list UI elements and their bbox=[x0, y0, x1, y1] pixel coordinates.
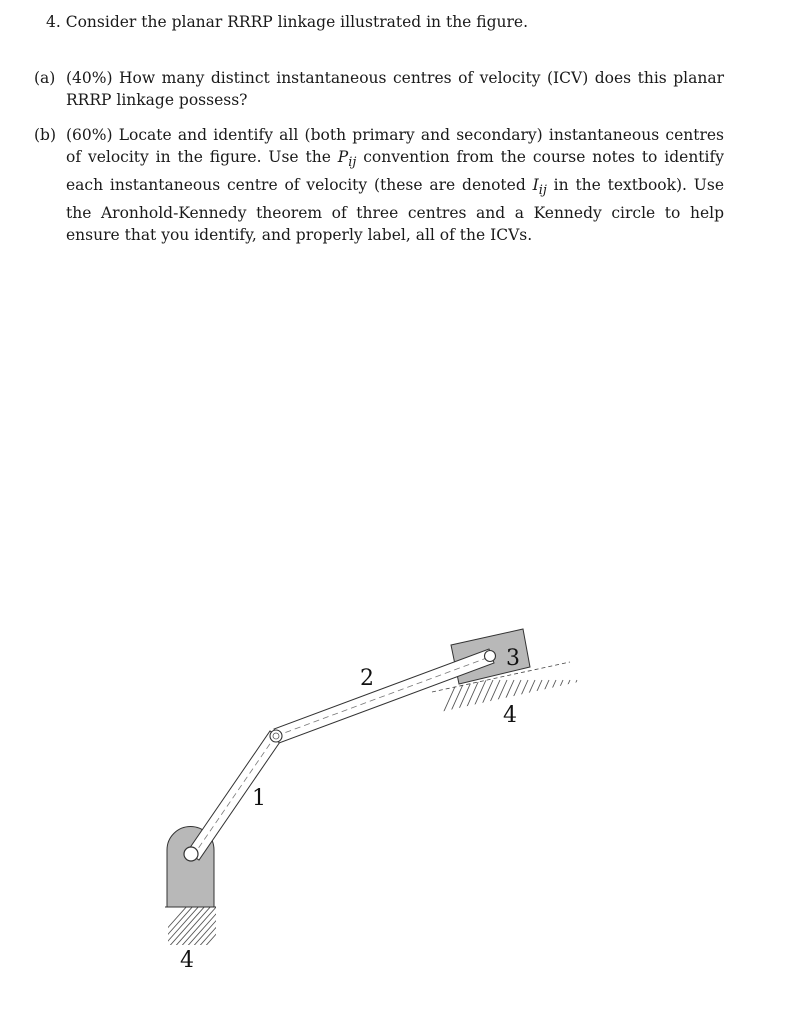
question-intro-text: Consider the planar RRRP linkage illustrated in the figure. bbox=[65, 13, 529, 31]
label-link-1: 1 bbox=[252, 786, 266, 811]
pivot-joint-ground bbox=[184, 847, 198, 861]
joint-2-3 bbox=[485, 651, 496, 662]
label-ground-bottom: 4 bbox=[180, 948, 194, 973]
question-number: 4. bbox=[46, 13, 61, 31]
part-b-label: (b) bbox=[34, 126, 57, 144]
part-a-text: (40%) How many distinct instantaneous centres of velocity (ICV) does this planar RRRP linkage possess? bbox=[66, 69, 724, 109]
label-link-2: 2 bbox=[360, 666, 374, 691]
i-subscript: ij bbox=[538, 183, 547, 199]
part-b-text-2: convention from the course notes to identify each instantaneous centre of velocity (these are denoted bbox=[66, 148, 724, 195]
label-slider-3: 3 bbox=[506, 646, 520, 671]
link-2 bbox=[274, 649, 494, 743]
part-b-text-1: (60%) Locate and identify all (both primary and secondary) instantaneous centres of velocity in the figure. Use the bbox=[66, 126, 724, 166]
part-a-label: (a) bbox=[34, 69, 56, 87]
p-symbol: P bbox=[337, 148, 349, 166]
ground-hatch-bottom bbox=[148, 905, 242, 950]
link-1 bbox=[187, 731, 282, 860]
part-b-text-3: in the textbook). Use the Aronhold-Kennedy theorem of three centres and a Kennedy circle to help ensure that you identify, and properly label, all of the ICVs. bbox=[66, 176, 724, 245]
i-symbol: I bbox=[532, 176, 539, 195]
label-ground-top: 4 bbox=[503, 703, 517, 728]
joint-1-2 bbox=[270, 730, 282, 742]
p-subscript: ij bbox=[348, 155, 357, 171]
